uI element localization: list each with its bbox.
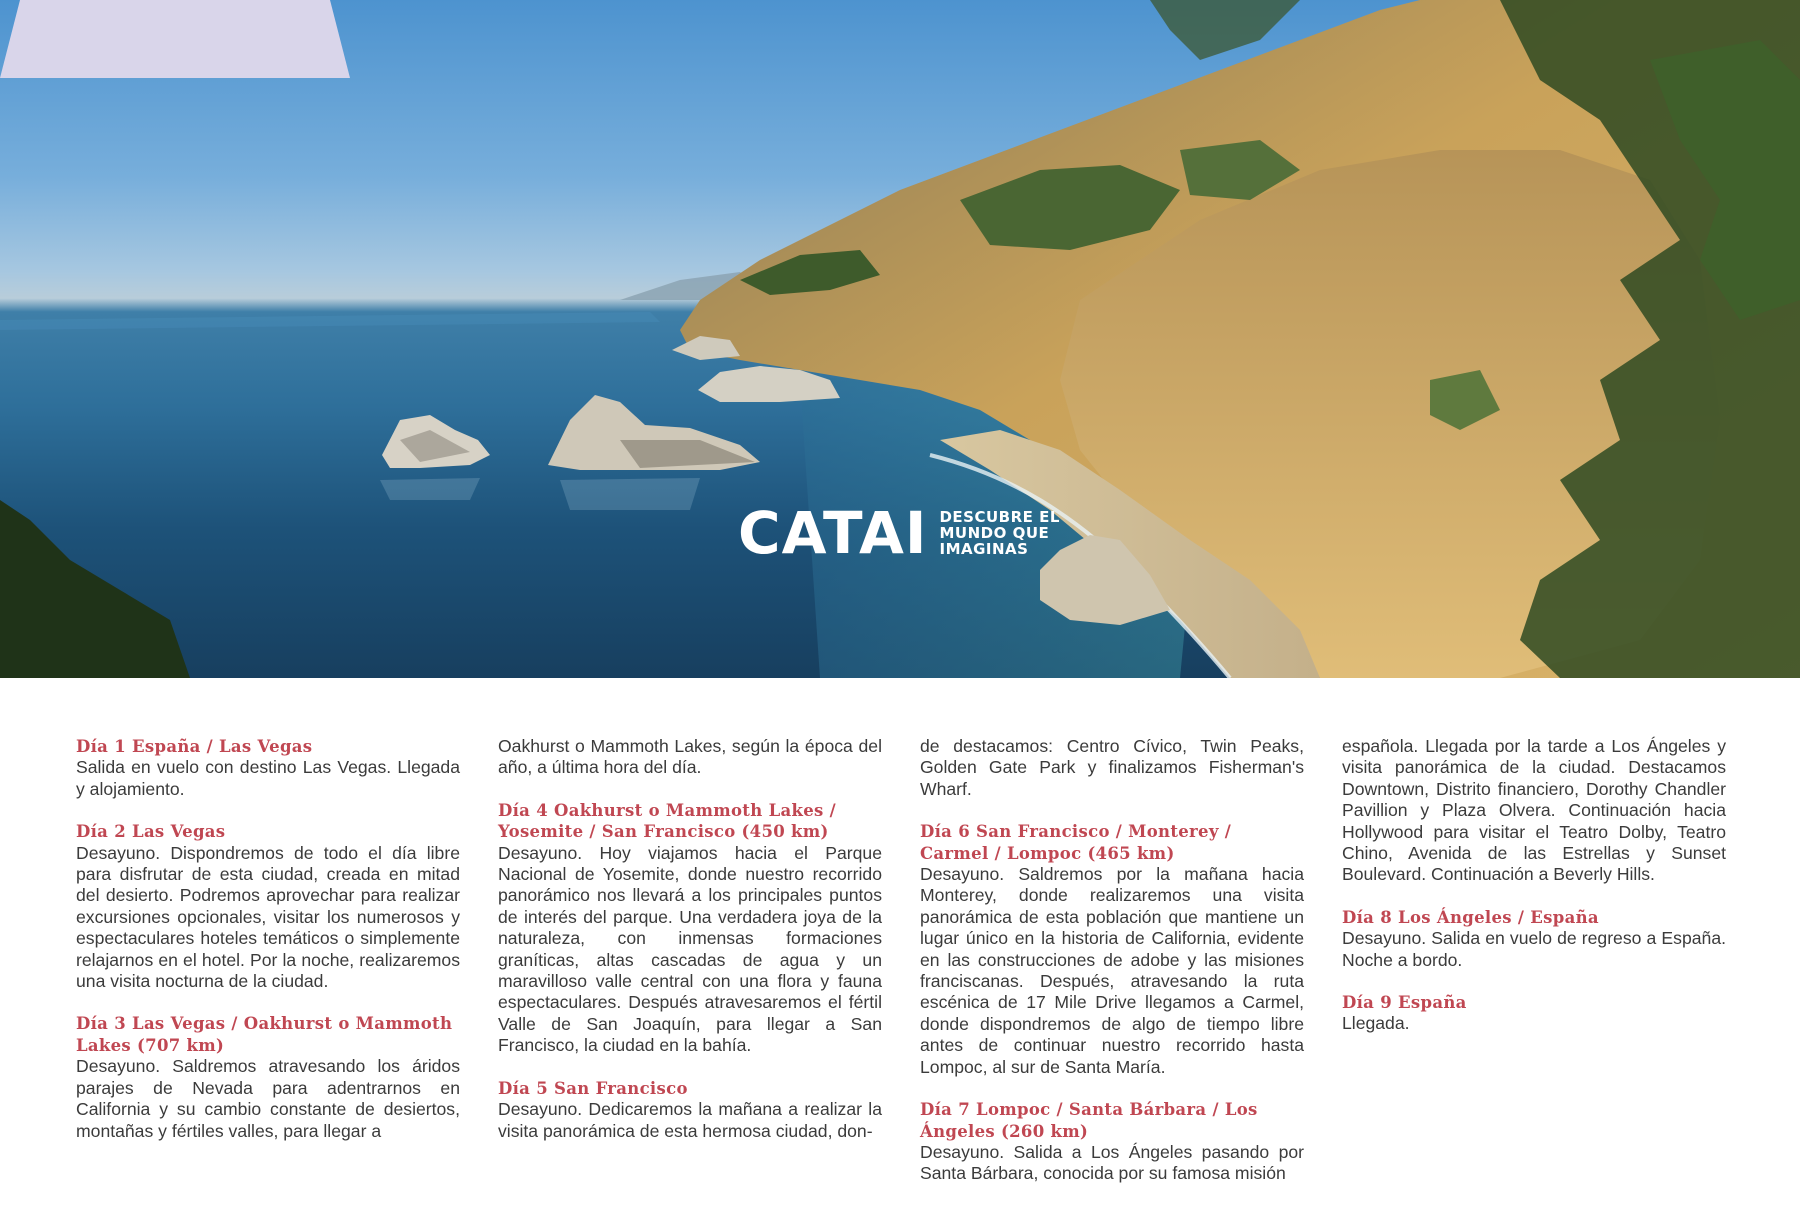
itinerary-day [76, 1013, 460, 1141]
tagline-line: MUNDO QUE [939, 524, 1050, 542]
tagline-line: DESCUBRE EL [939, 508, 1060, 526]
water-sheen [0, 312, 660, 330]
continued-text [498, 736, 882, 779]
day-title: Día 5 San Francisco [498, 1078, 688, 1098]
rock-reflection [560, 478, 700, 510]
day-description: Desayuno. Salida en vuelo de regreso a España. Noche a bordo. [1342, 928, 1726, 970]
day-description: Desayuno. Dispondremos de todo el día libre para disfrutar de esta ciudad, creada en mitad del desierto. Podremos aprovechar para realizar excursiones opcionales, visitar los numerosos y espectaculares hoteles temáticos o simplemente relajarnos en el hotel. Por la noche, realizaremos una visita nocturna de la ciudad. [76, 842, 460, 992]
logo-tagline [939, 509, 1059, 557]
itinerary-column-3 [920, 736, 1304, 1206]
day-title: Día 3 Las Vegas / Oakhurst o Mammoth Lakes (707 km) [76, 1014, 453, 1055]
day-description-continued: de destacamos: Centro Cívico, Twin Peaks, Golden Gate Park y finalizamos Fisherman's Wharf. [920, 736, 1304, 799]
day-description: Desayuno. Dedicaremos la mañana a realizar la visita panorámica de esta hermosa ciudad, don- [498, 1099, 882, 1141]
day-description: Salida en vuelo con destino Las Vegas. Llegada y alojamiento. [76, 757, 460, 799]
day-description: Llegada. [1342, 1013, 1410, 1034]
day-description: Desayuno. Saldremos por la mañana hacia Monterey, donde realizaremos una visita panorámica de esta población que mantiene un lugar único en la historia de California, evidente en las construcciones de adobe y las misiones franciscanas. Después, atravesando la ruta escénica de 17 Mile Drive llegamos a Carmel, donde dispondremos de algo de tiempo libre antes de continuar nuestro recorrido hasta Lompoc, al sur de Santa María. [920, 864, 1304, 1077]
logo-wordmark: CATAI [738, 499, 928, 567]
day-title: Día 6 San Francisco / Monterey / Carmel / Lompoc (465 km) [920, 822, 1232, 863]
itinerary-column-2 [498, 736, 882, 1163]
itinerary-day [920, 1099, 1304, 1185]
continued-text [1342, 736, 1726, 886]
day-title: Día 8 Los Ángeles / España [1342, 907, 1599, 927]
day-title: Día 1 España / Las Vegas [76, 737, 313, 756]
day-description: Desayuno. Hoy viajamos hacia el Parque Nacional de Yosemite, donde nuestro recorrido panorámico nos llevará a los principales puntos de interés del parque. Una verdadera joya de la naturaleza, con inmensas formaciones graníticas, altas cascadas de agua y un maravilloso valle central con una flora y fauna espectaculares. Después atravesaremos el fértil Valle de San Joaquín, para llegar a San Francisco, la ciudad en la bahía. [498, 842, 882, 1056]
lilac-tab-shape [0, 0, 350, 78]
itinerary-day [498, 800, 882, 1057]
itinerary [76, 736, 1726, 1184]
rock-reflection [380, 478, 480, 500]
itinerary-day [76, 736, 460, 800]
lilac-tab-decoration [0, 0, 350, 78]
itinerary-day [920, 821, 1304, 1078]
day-title: Día 9 España [1342, 993, 1467, 1013]
continued-text [920, 736, 1304, 800]
itinerary-column-4 [1342, 736, 1726, 1056]
day-description: Desayuno. Saldremos atravesando los áridos parajes de Nevada para adentrarnos en California y su cambio constante de desiertos, montañas y fértiles valles, para llegar a [76, 1056, 460, 1141]
day-title: Día 7 Lompoc / Santa Bárbara / Los Ángeles (260 km) [920, 1100, 1258, 1141]
day-description-continued: española. Llegada por la tarde a Los Ángeles y visita panorámica de la ciudad. Destacamos Downtown, Distrito financiero, Dorothy Chandler Pavillion y Plaza Olvera. Continuación hacia Hollywood para visitar el Teatro Dolby, Teatro Chino, Avenida de las Estrellas y Sunset Boulevard. Continuación a Beverly Hills. [1342, 736, 1726, 885]
itinerary-day [498, 1078, 882, 1142]
day-description: Desayuno. Salida a Los Ángeles pasando por Santa Bárbara, conocida por su famosa misión [920, 1141, 1304, 1184]
day-title: Día 2 Las Vegas [76, 822, 226, 842]
day-description-continued: Oakhurst o Mammoth Lakes, según la época del año, a última hora del día. [498, 736, 882, 778]
day-title: Día 4 Oakhurst o Mammoth Lakes / Yosemite / San Francisco (450 km) [498, 800, 836, 842]
itinerary-day [1342, 907, 1726, 971]
itinerary-day [76, 821, 460, 992]
foreground-tree-left [0, 500, 190, 678]
tagline-line: IMAGINAS [939, 540, 1029, 558]
catai-logo[interactable] [738, 500, 1060, 566]
itinerary-day [1342, 992, 1726, 1035]
itinerary-column-1 [76, 736, 460, 1163]
